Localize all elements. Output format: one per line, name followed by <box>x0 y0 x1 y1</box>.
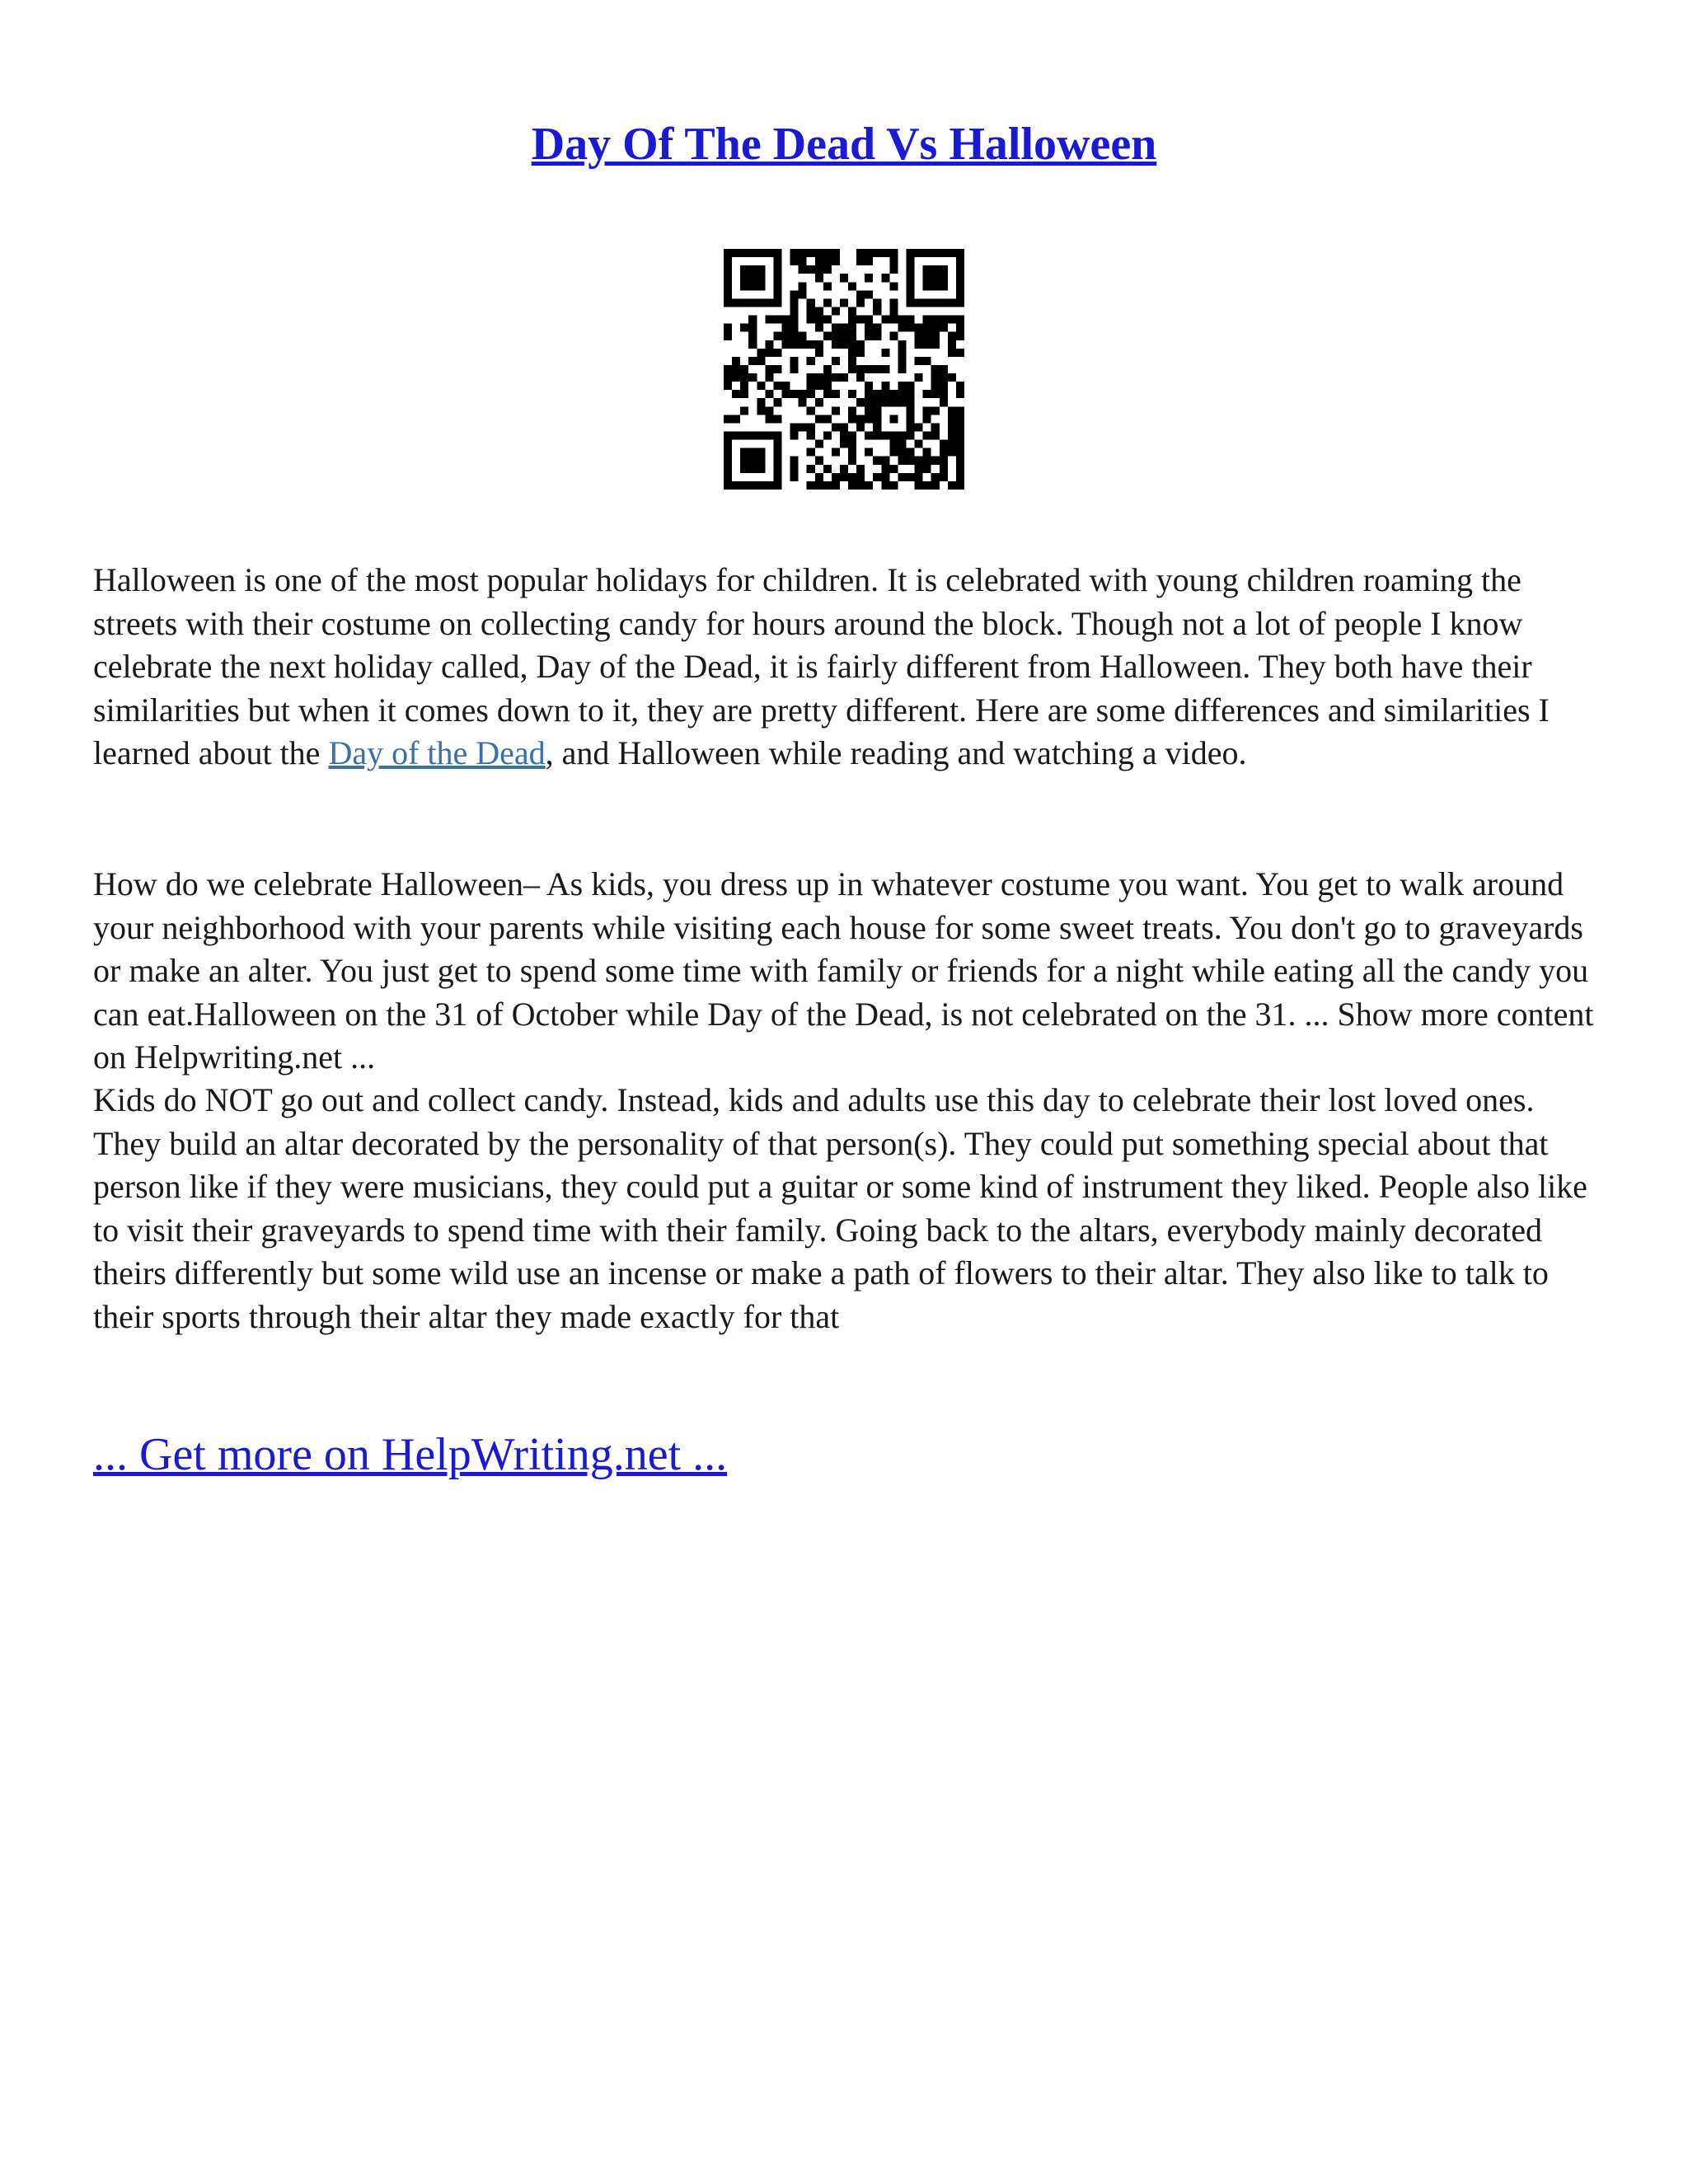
intro-paragraph <box>93 559 1601 776</box>
get-more-link[interactable]: ... Get more on HelpWriting.net ... <box>93 1429 728 1480</box>
halloween-paragraph: How do we celebrate Halloween– As kids, you dress up in whatever costume you want. You get to walk around your neighborhood with your parents while visiting each house for some sweet treats. You don't go to graveyards or make an alter. You just get to spend some time with family or friends for a night while eating all the candy you can eat.Halloween on the 31 of October while Day of the Dead, is not celebrated on the 31. ... Show more content on Helpwriting.net ... <box>93 865 1594 1076</box>
intro-text-before-link: Halloween is one of the most popular holidays for children. It is celebrated with young children roaming the streets with their costume on collecting candy for hours around the block. Though not a lot of people I know celebrate the next holiday called, Day of the Dead, it is fairly different from Halloween. They both have their similarities but when it comes down to it, they are pretty different. Here are some differences and similarities I learned about the <box>93 561 1550 771</box>
intro-text-after-link: , and Halloween while reading and watching a video. <box>545 734 1247 771</box>
day-of-the-dead-link[interactable]: Day of the Dead <box>328 734 546 771</box>
title-link[interactable]: Day Of The Dead Vs Halloween <box>531 119 1157 170</box>
day-of-the-dead-paragraph: Kids do NOT go out and collect candy. Instead, kids and adults use this day to celebrate their lost loved ones. They build an altar decorated by the personality of that person(s). They could put something special about that person like if they were musicians, they could put a guitar or some kind of instrument they liked. People also like to visit their graveyards to spend time with their family. Going back to the altars, everybody mainly decorated theirs differently but some wild use an incense or make a path of flowers to their altar. They also like to talk to their sports through their altar they made exactly for that <box>93 1081 1587 1335</box>
page-title <box>0 115 1688 173</box>
qr-code-icon <box>724 249 964 490</box>
